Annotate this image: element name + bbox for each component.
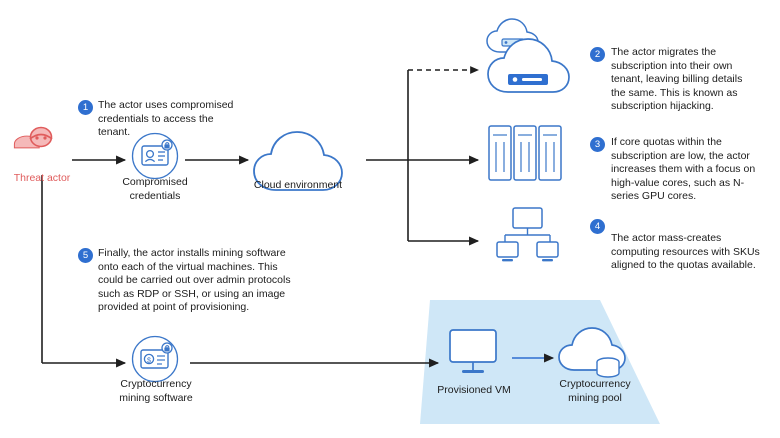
step-5-text: Finally, the actor installs mining software onto each of the virtual machines. This could be carried out over admin protocols such as RDP or SSH, or using an image provided at point of provisioning. [98, 247, 291, 313]
server-racks-icon [489, 126, 561, 180]
step-2-badge: 2 [590, 47, 605, 62]
step-2-text: The actor migrates the subscription into their own tenant, leaving billing details the same. This is known as subscription hijacking. [611, 46, 743, 112]
mining-pool-label-line2: mining pool [568, 391, 622, 404]
threat-actor-label: Threat actor [13, 172, 71, 184]
mining-software-label-line2: mining software [119, 391, 193, 404]
compromised-credentials-label [112, 176, 198, 203]
step-1-badge: 1 [78, 100, 93, 115]
cloud-subscription-icon [487, 19, 569, 92]
threat-actor-icon [14, 128, 52, 148]
svg-text:$: $ [147, 357, 151, 365]
mining-software-label [106, 378, 206, 405]
compromised-credentials-label-line1: Compromised [122, 176, 188, 188]
step-1-text: The actor uses compromised credentials to access the tenant. [98, 99, 234, 138]
compromised-credentials-label-line2: credentials [129, 189, 181, 202]
step-3-badge: 3 [590, 137, 605, 152]
step-3-text: If core quotas within the subscription are low, the actor increases them with a focus on high-value cores, such as N-series GPU cores. [611, 136, 756, 202]
mining-pool-label [547, 378, 643, 405]
step-4-text: The actor mass-creates computing resources with SKUs aligned to the quotas available. [611, 232, 760, 271]
step-5-badge: 5 [78, 248, 93, 263]
cloud-environment-label: Cloud environment [253, 179, 343, 191]
vm-network-icon [497, 208, 558, 261]
mining-software-label-line1: Cryptocurrency [120, 378, 192, 390]
mining-pool-label-line1: Cryptocurrency [559, 378, 631, 390]
id-badge-icon [133, 134, 178, 179]
provisioned-vm-label: Provisioned VM [437, 384, 511, 396]
mining-software-icon [133, 337, 178, 382]
step-4-badge: 4 [590, 219, 605, 234]
